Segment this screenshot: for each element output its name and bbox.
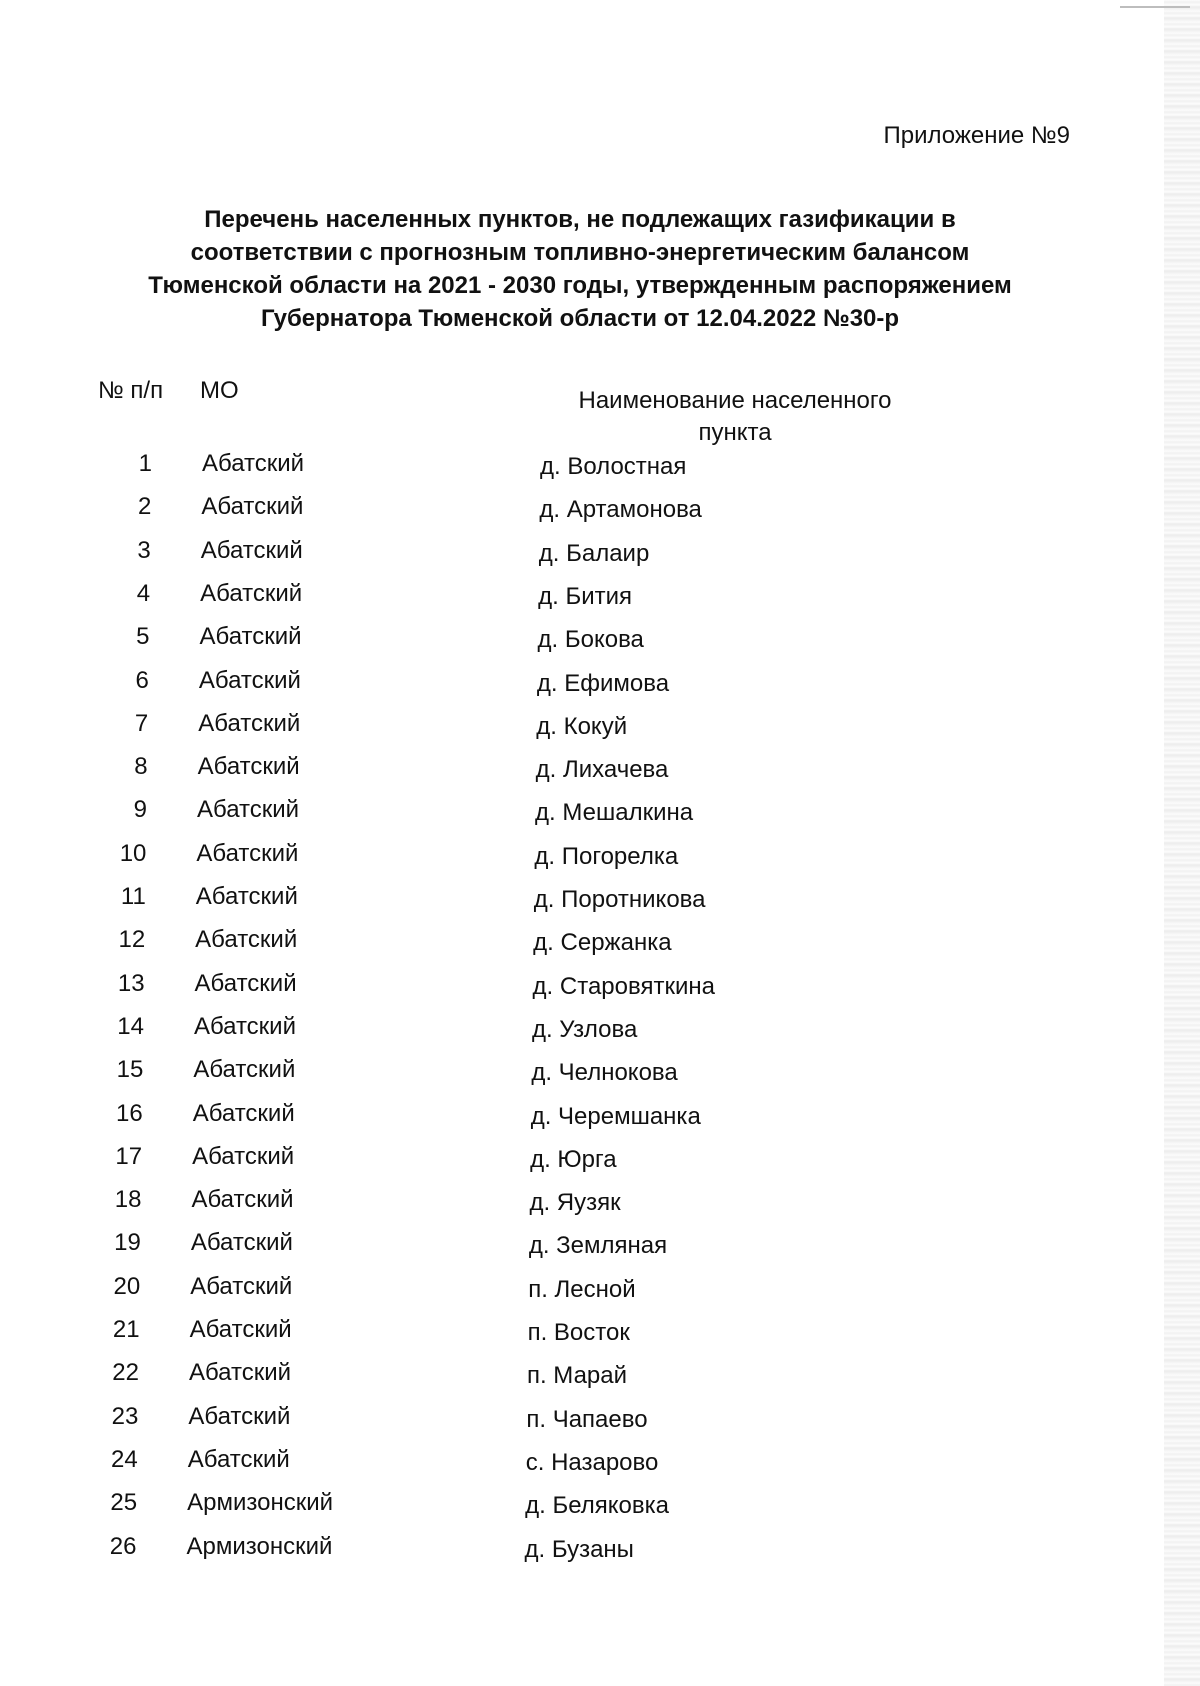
document-title <box>80 203 1080 335</box>
row-number: 7 <box>134 709 149 737</box>
row-municipality: Абатский <box>192 1099 295 1127</box>
row-number: 23 <box>111 1402 139 1430</box>
row-number: 17 <box>115 1142 143 1170</box>
row-municipality: Абатский <box>198 709 301 737</box>
row-number: 12 <box>118 926 146 954</box>
table-row <box>0 1403 1200 1443</box>
row-municipality: Абатский <box>196 839 299 867</box>
row-settlement-name: д. Погорелка <box>534 842 679 870</box>
row-settlement-name: п. Марай <box>526 1362 628 1390</box>
row-settlement-name: д. Лихачева <box>535 756 669 784</box>
row-municipality: Абатский <box>190 1272 293 1300</box>
row-number: 25 <box>110 1489 138 1517</box>
table-row <box>0 1446 1200 1486</box>
title-line: Губернатора Тюменской области от 12.04.2022 №30-р <box>260 305 900 332</box>
row-municipality: Абатский <box>200 579 303 607</box>
row-municipality: Армизонский <box>187 1489 334 1517</box>
table-row <box>0 1143 1200 1183</box>
row-number: 18 <box>114 1186 142 1214</box>
row-municipality: Абатский <box>202 450 305 477</box>
table-row <box>0 926 1200 966</box>
row-municipality: Абатский <box>198 666 301 694</box>
row-settlement-name: д. Артамонова <box>539 496 702 524</box>
row-settlement-name: д. Челнокова <box>531 1059 678 1087</box>
row-number: 15 <box>116 1056 144 1084</box>
table-row <box>0 450 1200 490</box>
row-municipality: Абатский <box>193 1012 296 1040</box>
title-line: Тюменской области на 2021 - 2030 годы, утвержденным распоряжением <box>148 272 1012 299</box>
row-settlement-name: д. Старовяткина <box>532 972 715 1000</box>
row-settlement-name: п. Чапаево <box>526 1405 648 1433</box>
row-number: 1 <box>138 450 152 477</box>
row-municipality: Армизонский <box>186 1532 333 1560</box>
row-number: 4 <box>136 579 151 607</box>
column-header-name <box>535 385 935 449</box>
row-number: 9 <box>133 796 148 824</box>
appendix-label: Приложение №9 <box>883 122 1070 149</box>
row-number: 21 <box>112 1316 140 1343</box>
row-number: 20 <box>113 1272 141 1300</box>
row-settlement-name: д. Мешалкина <box>535 799 694 827</box>
table-row <box>0 1229 1200 1269</box>
row-municipality: Абатский <box>187 1445 290 1473</box>
table-row <box>0 1013 1200 1053</box>
column-header-name-line: Наименование населенного <box>578 387 892 414</box>
row-municipality: Абатский <box>195 883 298 910</box>
row-settlement-name: д. Беляковка <box>525 1492 669 1520</box>
table-row <box>0 796 1200 836</box>
table-row <box>0 623 1200 663</box>
row-settlement-name: д. Сержанка <box>533 929 672 957</box>
table-row <box>0 493 1200 533</box>
table-row <box>0 1359 1200 1399</box>
column-header-mo: МО <box>200 377 239 404</box>
row-number: 8 <box>134 753 148 781</box>
title-line: соответствии с прогнозным топливно-энергетическим балансом <box>190 239 970 266</box>
row-settlement-name: д. Земляная <box>528 1232 668 1260</box>
title-line: Перечень населенных пунктов, не подлежащих газификации в <box>204 206 956 233</box>
row-number: 26 <box>109 1532 137 1560</box>
column-header-name-line: пункта <box>698 419 772 446</box>
row-number: 3 <box>137 536 151 564</box>
table-row <box>0 537 1200 577</box>
row-settlement-name: д. Волостная <box>540 453 687 480</box>
row-municipality: Абатский <box>191 1186 294 1214</box>
row-settlement-name: д. Яузяк <box>529 1189 621 1217</box>
row-municipality: Абатский <box>189 1316 292 1343</box>
row-settlement-name: д. Узлова <box>531 1015 638 1043</box>
row-municipality: Абатский <box>199 623 302 651</box>
row-number: 16 <box>115 1099 143 1127</box>
row-settlement-name: д. Юрга <box>530 1145 617 1173</box>
row-settlement-name: д. Балаир <box>538 539 650 567</box>
table-row <box>0 1056 1200 1096</box>
row-settlement-name: п. Восток <box>527 1319 630 1346</box>
row-number: 24 <box>111 1445 138 1473</box>
row-municipality: Абатский <box>192 1142 295 1170</box>
row-settlement-name: д. Черемшанка <box>530 1102 701 1130</box>
table-row <box>0 667 1200 707</box>
row-settlement-name: д. Ефимова <box>536 669 670 697</box>
row-municipality: Абатский <box>197 796 300 824</box>
row-municipality: Абатский <box>195 926 298 954</box>
row-number: 22 <box>112 1359 139 1387</box>
table-row <box>0 710 1200 750</box>
table-row <box>0 753 1200 793</box>
row-settlement-name: д. Бузаны <box>524 1535 634 1563</box>
row-number: 19 <box>114 1229 141 1257</box>
row-settlement-name: с. Назарово <box>525 1448 659 1476</box>
row-municipality: Абатский <box>201 493 304 521</box>
column-header-number: № п/п <box>98 377 164 404</box>
row-municipality: Абатский <box>188 1359 292 1387</box>
row-municipality: Абатский <box>194 969 297 997</box>
row-municipality: Абатский <box>188 1402 291 1430</box>
table-row <box>0 1273 1200 1313</box>
table-row <box>0 1316 1200 1356</box>
table-row <box>0 1533 1200 1573</box>
row-settlement-name: д. Поротникова <box>533 886 706 913</box>
row-number: 11 <box>120 883 146 910</box>
row-municipality: Абатский <box>200 536 303 564</box>
table-row <box>0 970 1200 1010</box>
row-number: 10 <box>119 839 147 867</box>
table-row <box>0 580 1200 620</box>
row-number: 13 <box>117 969 145 997</box>
row-number: 6 <box>135 666 149 694</box>
row-municipality: Абатский <box>190 1229 293 1257</box>
row-number: 5 <box>136 623 150 651</box>
row-municipality: Абатский <box>193 1056 296 1084</box>
table-row <box>0 1489 1200 1529</box>
row-municipality: Абатский <box>197 753 300 781</box>
row-settlement-name: п. Лесной <box>528 1275 636 1303</box>
table-row <box>0 1186 1200 1226</box>
row-settlement-name: д. Бития <box>538 582 633 610</box>
row-number: 2 <box>138 493 152 521</box>
scan-top-mark <box>1120 6 1190 8</box>
table-row <box>0 883 1200 923</box>
row-number: 14 <box>117 1012 144 1040</box>
table-row <box>0 1100 1200 1140</box>
row-settlement-name: д. Кокуй <box>536 712 628 740</box>
table-row <box>0 840 1200 880</box>
row-settlement-name: д. Бокова <box>537 626 644 654</box>
